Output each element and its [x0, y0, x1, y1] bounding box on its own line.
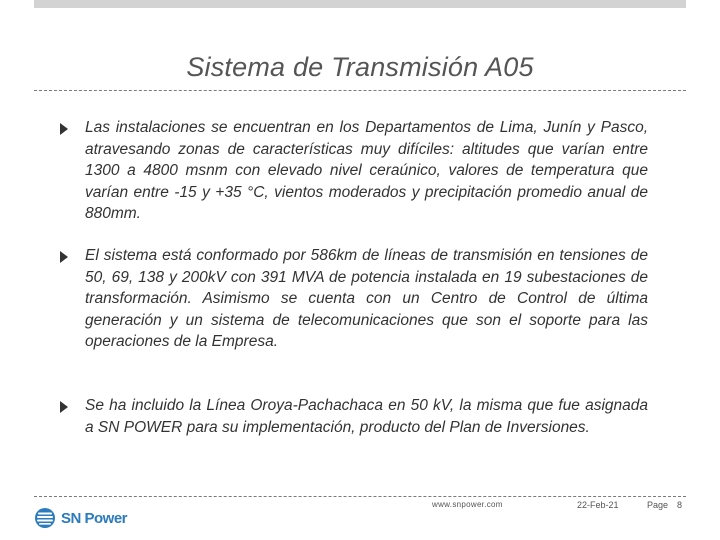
sn-power-logo-icon: [34, 507, 56, 529]
footer-divider: [34, 496, 686, 497]
footer-url[interactable]: www.snpower.com: [432, 500, 503, 509]
bullet-text: El sistema está conformado por 586km de líneas de transmisión en tensiones de 50, 69, 138 y 200kV con 391 MVA de potencia instalada en 19 subestaciones de transformación. Asimismo se cuenta con un Centro de Control de última generación y un sistema de telecomunicaciones que son el soporte para las operaciones de la Empresa.: [85, 247, 648, 350]
bullet-item: [60, 245, 650, 353]
triangle-right-icon: [60, 251, 68, 263]
triangle-right-icon: [60, 401, 68, 413]
logo-text: SN Power: [61, 509, 128, 527]
triangle-right-icon: [60, 123, 68, 135]
footer-date: 22-Feb-21: [577, 500, 619, 510]
slide-title: Sistema de Transmisión A05: [186, 52, 534, 82]
sn-power-logo: [34, 506, 127, 530]
bullet-text: Se ha incluido la Línea Oroya-Pachachaca en 50 kV, la misma que fue asignada a SN POWER para su implementación, producto del Plan de Inversiones.: [85, 397, 648, 436]
bullet-item: [60, 395, 650, 438]
bullet-item: [60, 117, 650, 225]
footer-page-label: Page: [647, 500, 669, 510]
footer-page-number: 8: [677, 500, 683, 510]
bullet-text: Las instalaciones se encuentran en los Departamentos de Lima, Junín y Pasco, atravesando zonas de características muy difíciles: altitudes que varían entre 1300 a 4800 msnm con elevado nivel ceraúnico, valores de temperatura que varían entre -15 y +35 °C, vientos moderados y precipitación promedio anual de 880mm.: [85, 119, 648, 222]
